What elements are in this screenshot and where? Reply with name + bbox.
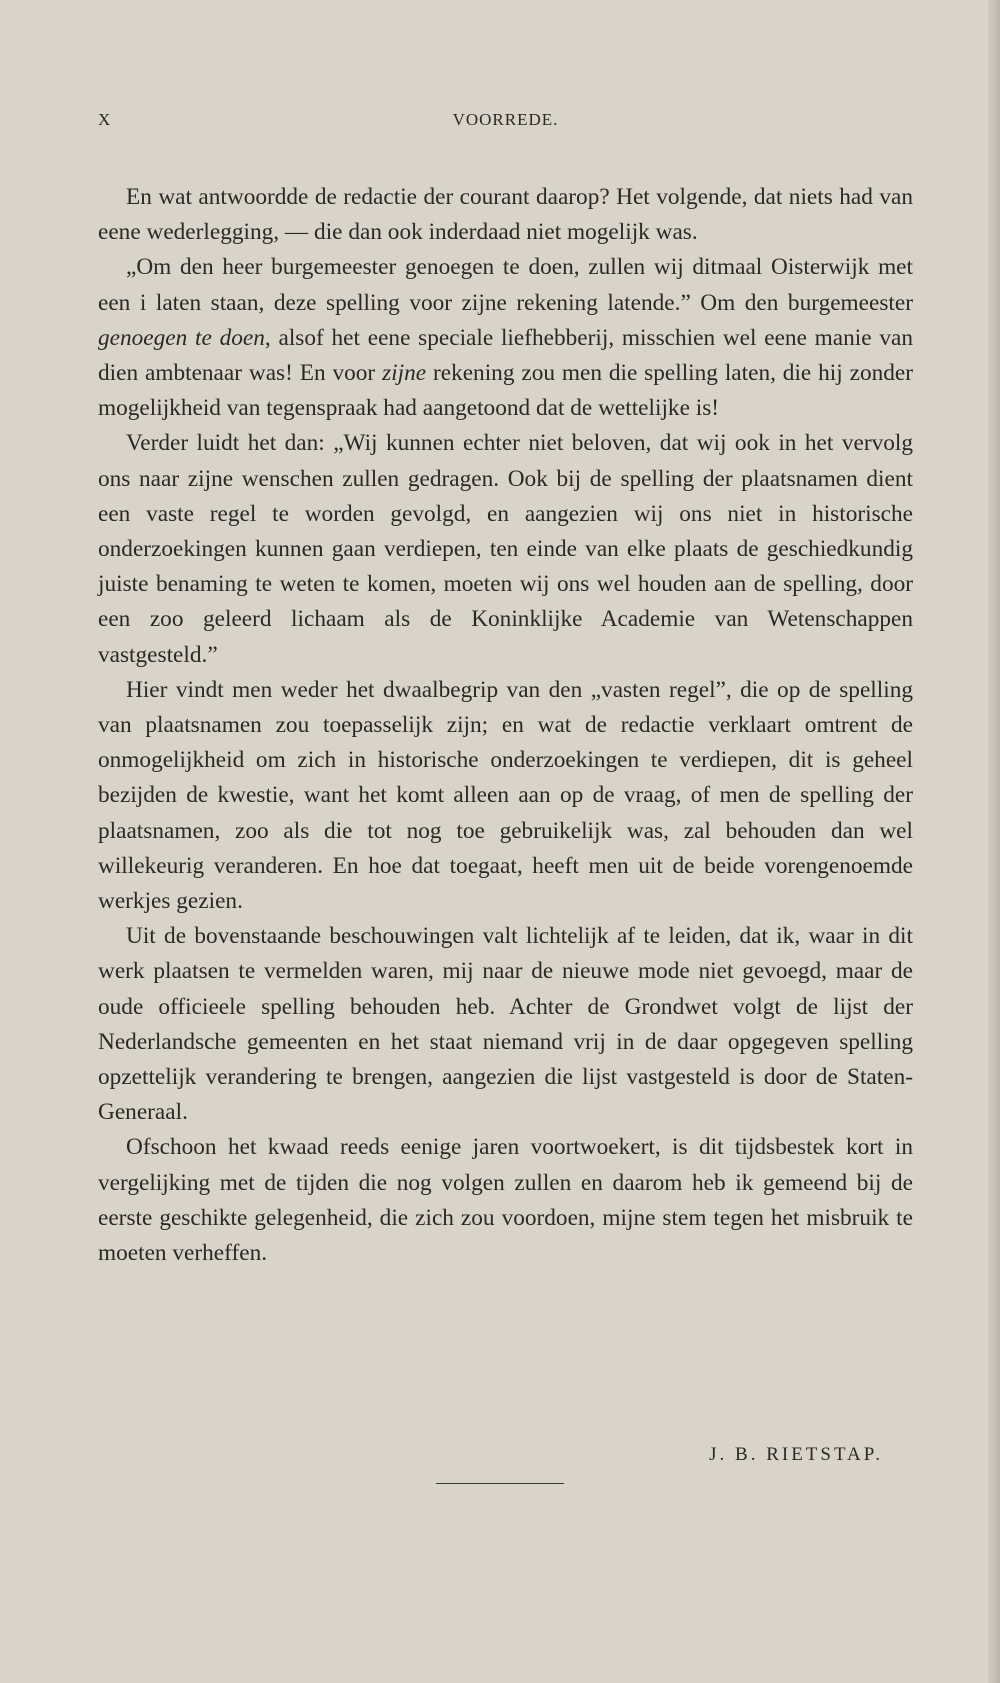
text-run: Hier vindt men weder het dwaalbegrip van den „vasten regel”, die op de spelling van plaatsnamen zou toepasselijk zijn; en wat de redactie verklaart omtrent de onmogelijkheid om zich in historische onderzoekingen te verdiepen, dit is geheel bezijden de kwestie, want het komt alleen aan op de vraag, of men de spelling der plaatsnamen, zoo als die tot nog toe gebruikelijk was, zal behouden dan wel willekeurig veranderen. En hoe dat toegaat, heeft men uit de beide vorengenoemde werkjes gezien. xyxy=(98,676,913,915)
text-run: rekening zou men die spelling laten, die hij zonder mogelijkheid van tegenspraak had aangetoond dat de wettelijke is! xyxy=(98,360,913,422)
page-edge-shadow xyxy=(988,0,1000,1683)
italic-phrase: genoegen te doen xyxy=(98,324,265,351)
closing-rule xyxy=(436,1483,564,1484)
paragraph xyxy=(98,426,913,672)
paragraph xyxy=(98,250,913,426)
running-head-title: VOORREDE. xyxy=(452,110,559,129)
text-run: Uit de bovenstaande beschouwingen valt lichtelijk af te leiden, dat ik, waar in dit werk plaatsen te vermelden waren, mij naar de nieuwe mode niet gevoegd, maar de oude officieele spelling behouden heb. Achter de Grondwet volgt de lijst der Nederlandsche gemeenten en het staat niemand vrij in de daar opgegeven spelling opzettelijk verandering te brengen, aangezien die lijst vastgesteld is door de Staten-Generaal. xyxy=(98,923,913,1126)
italic-phrase: zijne xyxy=(382,360,427,387)
paragraph xyxy=(98,673,913,919)
author-signature: J. B. RIETSTAP. xyxy=(709,1444,883,1465)
text-run: Verder luidt het dan: „Wij kunnen echter niet beloven, dat wij ook in het vervolg ons naar zijne wenschen zullen gedragen. Ook bij de spelling der plaatsnamen dient een vaste regel te worden gevolgd, en aangezien wij ons niet in historische onderzoekingen kunnen gaan verdiepen, ten einde van elke plaats de geschiedkundig juiste benaming te weten te komen, moeten wij ons wel houden aan de spelling, door een zoo geleerd lichaam als de Koninklijke Academie van Wetenschappen vastgesteld.” xyxy=(98,430,913,668)
text-run: , alsof het eene speciale liefhebberij, misschien wel eene manie van dien ambtenaar was! En voor xyxy=(98,324,913,387)
text-run: En wat antwoordde de redactie der courant daarop? Het volgende, dat niets had van eene wederlegging, — die dan ook inderdaad niet mogelijk was. xyxy=(98,184,913,246)
running-head xyxy=(98,110,913,140)
paragraph xyxy=(98,919,913,1130)
paragraph xyxy=(98,1130,913,1271)
text-run: „Om den heer burgemeester genoegen te doen, zullen wij ditmaal Oisterwijk met een i laten staan, deze spelling voor zijne rekening latende.” Om den burgemeester xyxy=(98,254,913,316)
text-run: Ofschoon het kwaad reeds eenige jaren voortwoekert, is dit tijdsbestek kort in vergelijking met de tijden die nog volgen zullen en daarom heb ik gemeend bij de eerste geschikte gelegenheid, die zich zou voordoen, mijne stem tegen het misbruik te moeten verheffen. xyxy=(98,1134,913,1267)
page-number: X xyxy=(98,110,112,129)
paragraph xyxy=(98,180,913,250)
body-text xyxy=(98,180,913,1271)
